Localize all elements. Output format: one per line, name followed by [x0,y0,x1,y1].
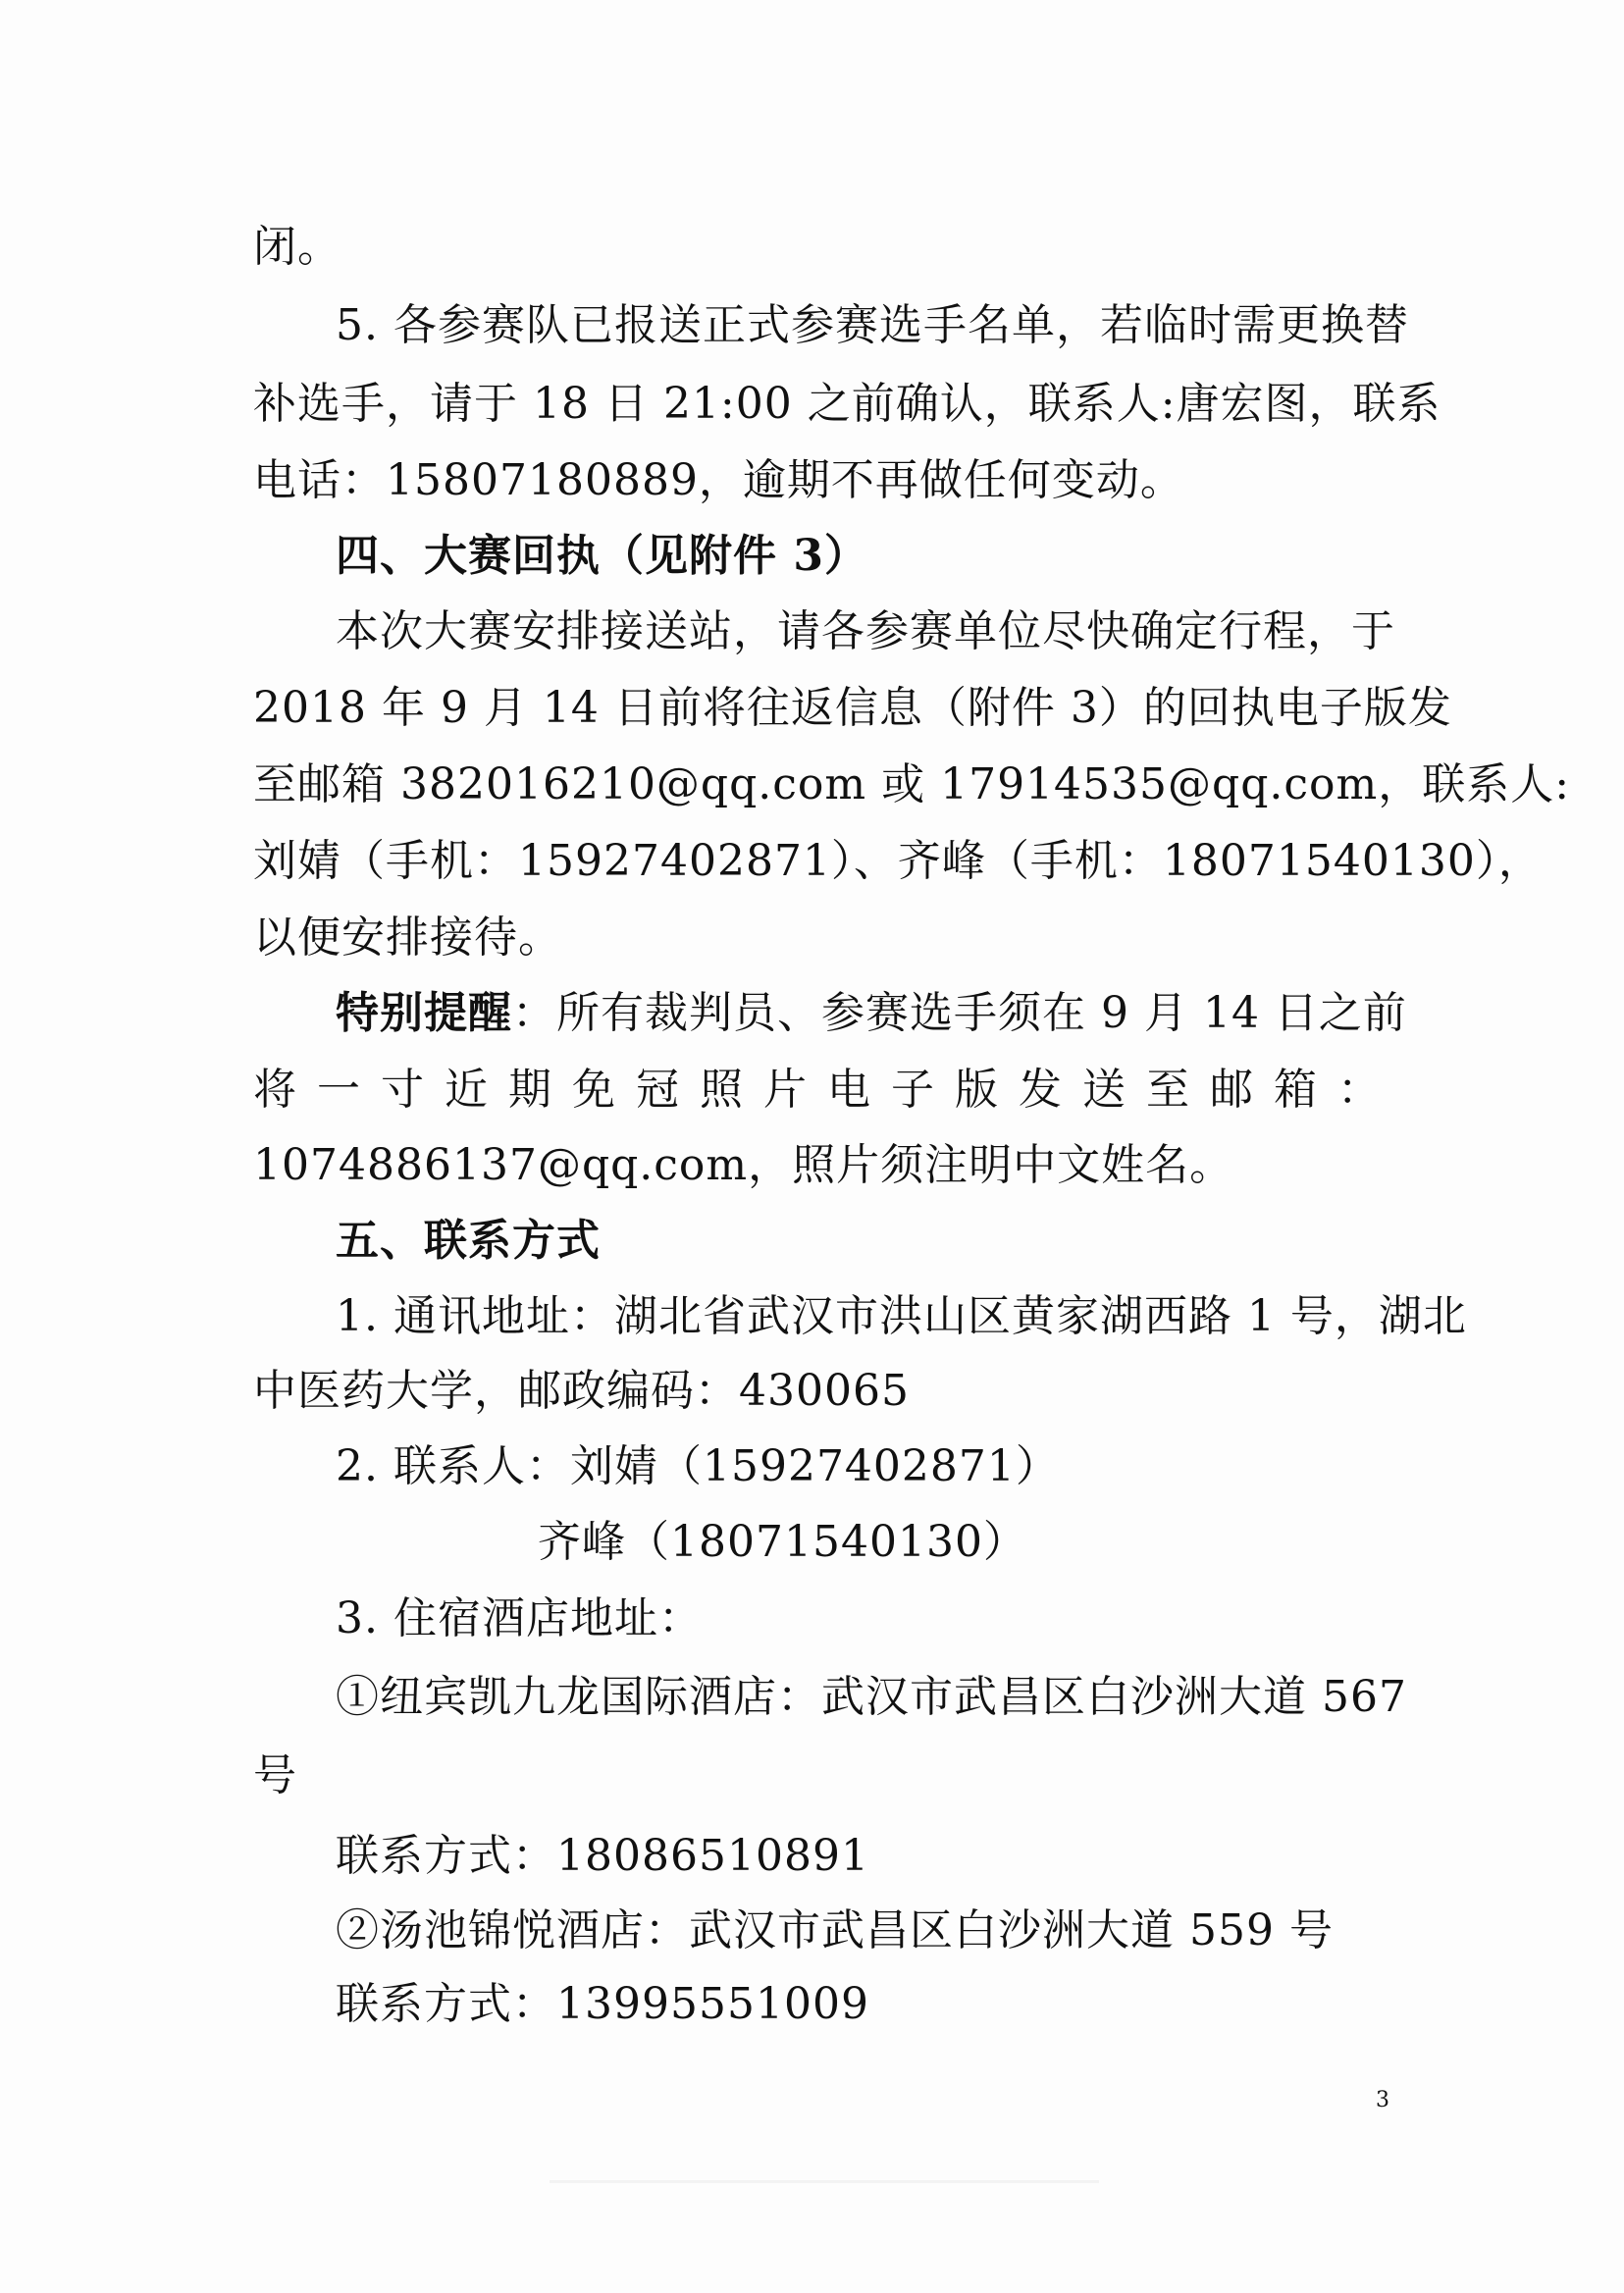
text-line: 本次大赛安排接送站，请各参赛单位尽快确定行程，于 [336,606,1395,656]
text-line: 中医药大学，邮政编码：430065 [253,1366,910,1416]
text-line: ①纽宾凯九龙国际酒店：武汉市武昌区白沙洲大道 567 [336,1672,1407,1722]
char: 至 [1146,1065,1190,1115]
text-line: 刘婧（手机：15927402871）、齐峰（手机：18071540130）， [253,836,1543,886]
special-reminder-text: ：所有裁判员、参赛选手须在 9 月 14 日之前 [512,988,1407,1038]
section-heading: 五、联系方式 [336,1216,601,1266]
section-heading: 四、大赛回执（见附件 3） [336,531,868,581]
text-line: 5. 各参赛队已报送正式参赛选手名单，若临时需更换替 [336,300,1409,350]
char: 电 [827,1065,871,1115]
text-line: 2. 联系人：刘婧（15927402871） [336,1441,1060,1491]
text-line: 3. 住宿酒店地址： [336,1593,703,1643]
text-line [336,984,1407,1043]
char: 片 [763,1065,808,1115]
text-line: 1074886137@qq.com，照片须注明中文姓名。 [253,1140,1234,1190]
text-line: 2018 年 9 月 14 日前将往返信息（附件 3）的回执电子版发 [253,683,1452,733]
text-line: 闭。 [253,222,341,272]
char: 箱 [1274,1065,1318,1115]
text-line: 补选手，请于 18 日 21:00 之前确认，联系人:唐宏图，联系 [253,379,1441,429]
char: 冠 [636,1065,680,1115]
char: 将 [253,1065,297,1115]
char: ： [1337,1065,1382,1115]
text-line: 联系方式：18086510891 [336,1831,869,1881]
text-line-justified [253,1061,1382,1120]
char: 子 [891,1065,935,1115]
char: 免 [572,1065,616,1115]
char: 邮 [1210,1065,1254,1115]
special-reminder-label: 特别提醒 [336,988,512,1038]
text-line: 号 [253,1750,297,1800]
text-line: 电话：15807180889，逾期不再做任何变动。 [253,455,1184,505]
char: 发 [1019,1065,1063,1115]
scan-smudge [550,2180,1099,2183]
text-line: ②汤池锦悦酒店：武汉市武昌区白沙洲大道 559 号 [336,1905,1334,1955]
char: 寸 [381,1065,425,1115]
char: 版 [955,1065,999,1115]
char: 照 [700,1065,744,1115]
char: 送 [1082,1065,1126,1115]
text-line: 1. 通讯地址：湖北省武汉市洪山区黄家湖西路 1 号，湖北 [336,1291,1467,1341]
char: 期 [508,1065,552,1115]
page-number: 3 [1376,2088,1389,2112]
text-line: 以便安排接待。 [253,912,562,963]
text-line: 至邮箱 382016210@qq.com 或 17914535@qq.com，联系人: [253,759,1571,809]
text-line: 齐峰（18071540130） [538,1517,1027,1567]
text-line: 联系方式：13995551009 [336,1979,869,2029]
char: 近 [445,1065,489,1115]
char: 一 [317,1065,361,1115]
